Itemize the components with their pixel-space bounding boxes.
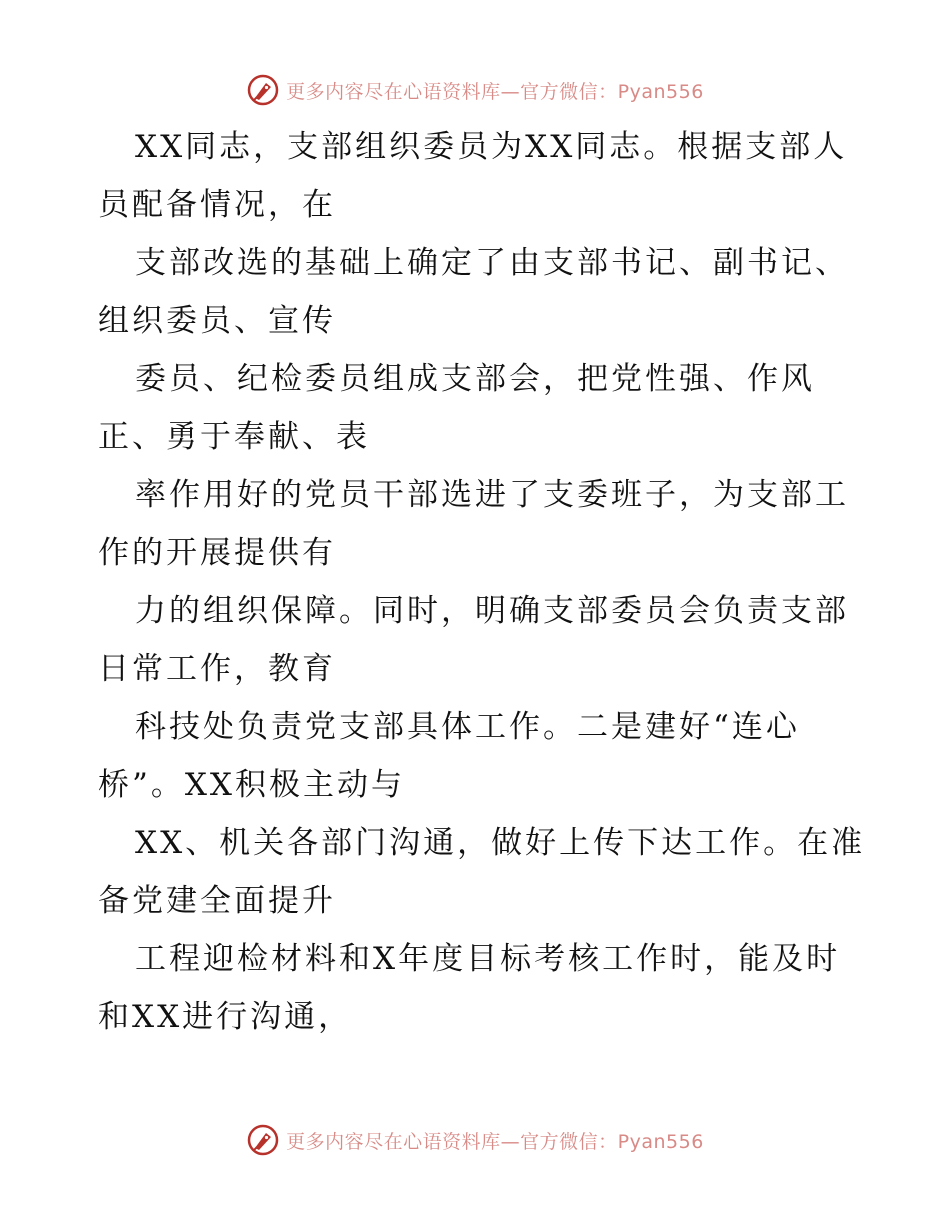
text-line: 委员、纪检委员组成支部会，把党性强、作风 — [135, 361, 815, 397]
watermark-text: 更多内容尽在心语资料库—官方微信：Pyan556 — [286, 1130, 704, 1153]
text-line: 备党建全面提升 — [98, 883, 336, 919]
text-line: 日常工作，教育 — [98, 651, 336, 687]
pen-nib-logo-icon — [246, 1123, 280, 1157]
document-body — [98, 118, 868, 1046]
text-line: 正、勇于奉献、表 — [98, 419, 370, 455]
text-line: 支部改选的基础上确定了由支部书记、副书记、 — [135, 245, 849, 281]
text-line: XX同志，支部组织委员为XX同志。根据支部人 — [135, 129, 848, 165]
text-line: 工程迎检材料和X年度目标考核工作时，能及时 — [135, 941, 841, 977]
text-line: 力的组织保障。同时，明确支部委员会负责支部 — [135, 593, 849, 629]
text-line: XX、机关各部门沟通，做好上传下达工作。在准 — [135, 825, 866, 861]
text-line: 员配备情况，在 — [98, 187, 336, 223]
text-line: 组织委员、宣传 — [98, 303, 336, 339]
watermark-banner-bottom — [0, 1120, 950, 1160]
text-line: 作的开展提供有 — [98, 535, 336, 571]
text-line: 科技处负责党支部具体工作。二是建好“连心 — [135, 709, 800, 745]
text-line: 率作用好的党员干部选进了支委班子，为支部工 — [135, 477, 849, 513]
watermark-text: 更多内容尽在心语资料库—官方微信：Pyan556 — [286, 80, 704, 103]
text-line: 和XX进行沟通， — [98, 999, 353, 1035]
watermark-banner-top — [0, 70, 950, 110]
text-line: 桥”。XX积极主动与 — [98, 767, 405, 803]
pen-nib-logo-icon — [246, 73, 280, 107]
